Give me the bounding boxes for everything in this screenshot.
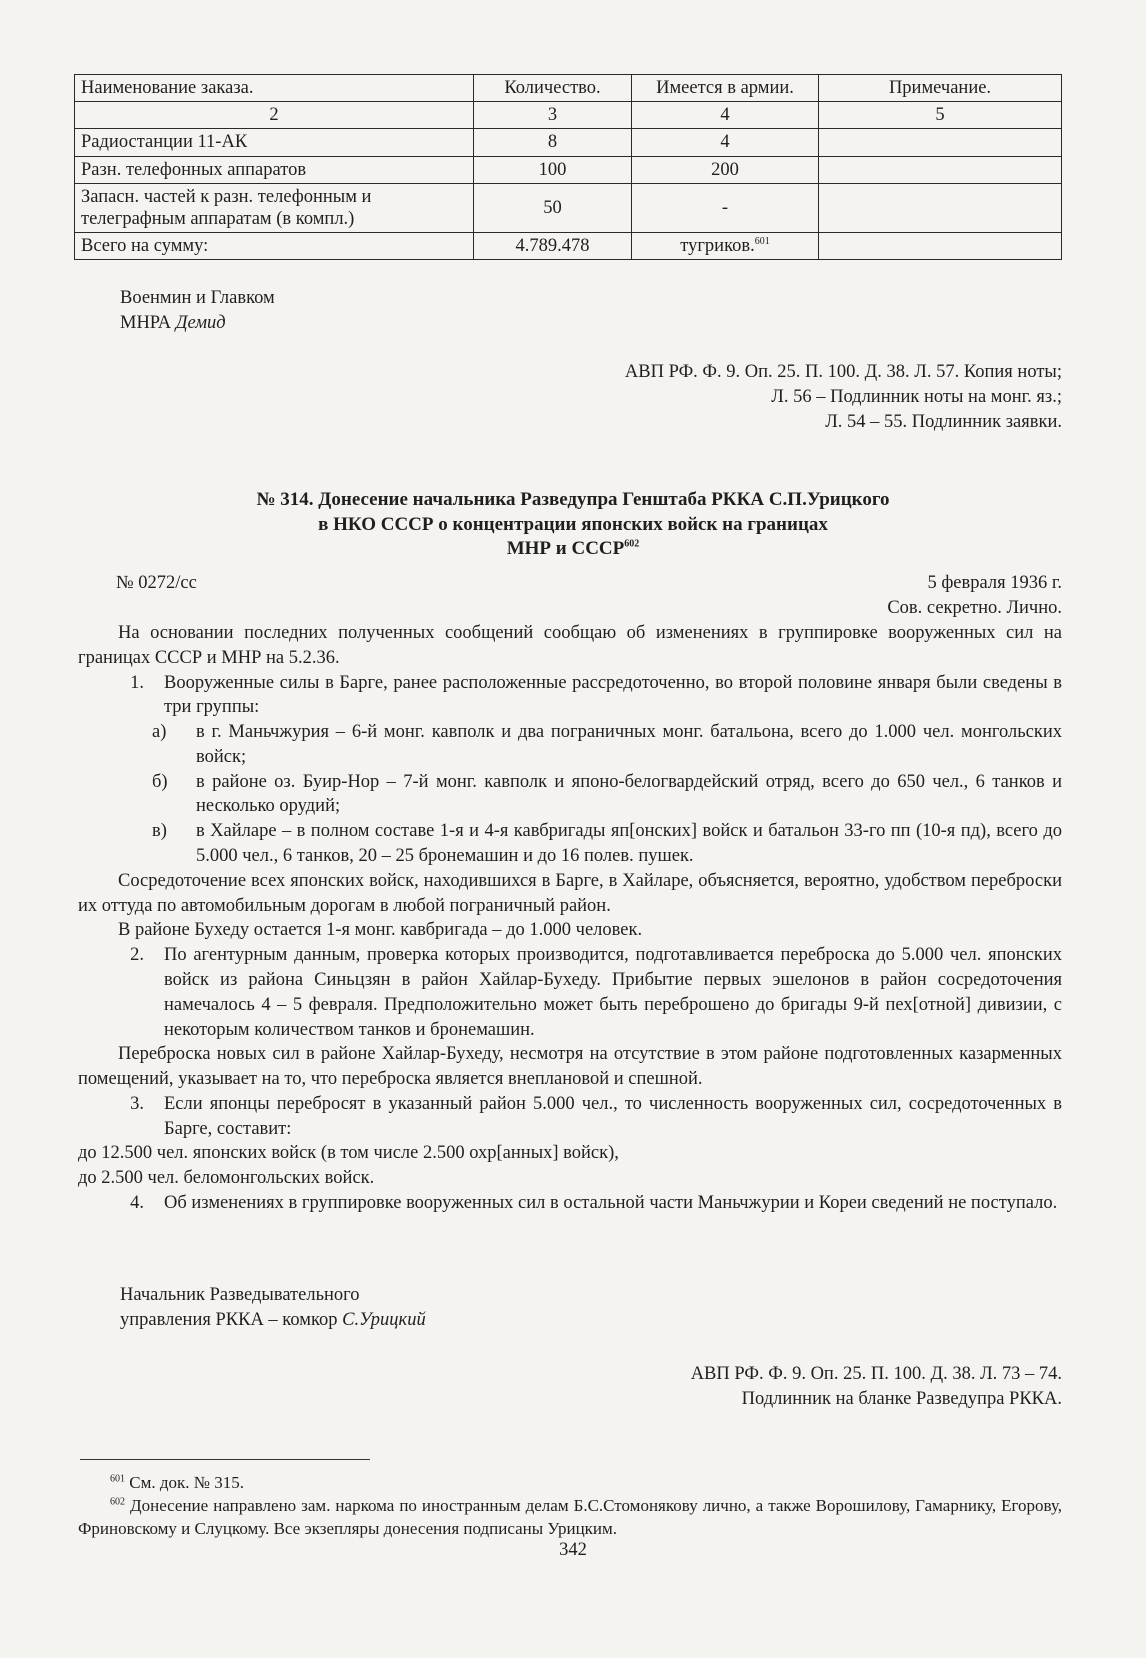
- paragraph: На основании последних полученных сообщений сообщаю об изменениях в группировке вооруженных сил на границах СССР и МНР на 5.2.36.: [78, 623, 1062, 668]
- total-currency: тугриков.: [680, 236, 755, 257]
- table-total-row: [75, 233, 1062, 260]
- archive-source-2: [691, 1362, 1062, 1412]
- sub-item-text: в г. Маньчжурия – 6-й монг. кавполк и два пограничных монг. батальона, всего до 1.000 чел. монгольских войск;: [196, 722, 1062, 767]
- footnote-text: Донесение направлено зам. наркома по иностранным делам Б.С.Стомонякову лично, а также Ворошилову, Гамарнику, Егорову, Фриновскому и Слуцкому. Все экзепляры донесения подписаны Урицким.: [78, 1495, 1062, 1538]
- total-label: Всего на сумму:: [75, 233, 474, 260]
- table-cell: Запасн. частей к разн. телефонным и телеграфным аппаратам (в компл.): [75, 183, 474, 232]
- source-line: Л. 56 – Подлинник ноты на монг. яз.;: [771, 386, 1062, 407]
- sub-item-letter: а): [152, 722, 167, 743]
- numbering-cell: 4: [632, 102, 819, 129]
- header-cell: Количество.: [474, 75, 632, 102]
- sub-item-letter: б): [152, 771, 168, 792]
- numbered-item: [78, 943, 1062, 1042]
- item-text: Вооруженные силы в Барге, ранее расположенные рассредоточенно, во второй половине января были сведены в три группы:: [164, 672, 1062, 718]
- item-number: 1.: [130, 672, 144, 693]
- document-number: № 0272/сс: [116, 573, 197, 593]
- footnote: [78, 1495, 1062, 1541]
- classification-label: Сов. секретно. Лично.: [887, 597, 1062, 618]
- paragraph: Переброска новых сил в районе Хайлар-Бухеду, несмотря на отсутствие в этом районе подготовленных казарменных помещений, указывает на то, что переброска является внеплановой и спешной.: [78, 1044, 1062, 1090]
- title-line: № 314. Донесение начальника Разведупра Генштаба РККА С.П.Урицкого: [256, 489, 890, 510]
- table-cell: [819, 156, 1062, 183]
- table-cell: 200: [632, 156, 819, 183]
- sub-item: [152, 819, 1062, 869]
- footnote: [78, 1472, 1062, 1495]
- table-row: [75, 129, 1062, 156]
- numbered-item: [78, 671, 1062, 721]
- sub-item: [152, 720, 1062, 770]
- orders-table: [74, 74, 1062, 260]
- signature-line: Военмин и Главком: [120, 288, 275, 308]
- footnote-text: См. док. № 315.: [129, 1473, 244, 1492]
- item-number: 2.: [130, 945, 144, 966]
- table-cell: 4: [632, 129, 819, 156]
- numbered-item: [78, 1092, 1062, 1142]
- footnotes: [78, 1472, 1062, 1540]
- signature-block-2: [120, 1283, 426, 1333]
- estimate-line: до 2.500 чел. беломонгольских войск.: [78, 1168, 375, 1189]
- title-line: в НКО СССР о концентрации японских войск на границах: [318, 513, 828, 535]
- signature-block-1: [120, 286, 275, 336]
- document-body: [78, 621, 1062, 1216]
- footnote-ref: 601: [754, 235, 770, 247]
- title-line: МНР и СССР: [506, 538, 625, 560]
- table-cell: [819, 129, 1062, 156]
- source-line: Подлинник на бланке Разведупра РККА.: [741, 1388, 1062, 1409]
- signature-name: Демид: [175, 312, 226, 333]
- total-currency-cell: [632, 233, 819, 260]
- header-cell: Наименование заказа.: [75, 75, 474, 102]
- footnote-ref: 602: [624, 539, 640, 551]
- table-cell: [819, 183, 1062, 232]
- numbering-cell: 3: [474, 102, 632, 129]
- table-cell: Разн. телефонных аппаратов: [75, 156, 474, 183]
- title-line-last: [150, 537, 996, 562]
- table-cell: Радиостанции 11-АК: [75, 129, 474, 156]
- footnote-marker: 602: [110, 1496, 125, 1508]
- signature-line: [120, 1308, 426, 1333]
- table-cell: 100: [474, 156, 632, 183]
- sub-item-text: в районе оз. Буир-Нор – 7-й монг. кавполк и японо-белогвардейский отряд, всего до 650 чел., 6 танков и несколько орудий;: [196, 771, 1062, 817]
- item-text: По агентурным данным, проверка которых производится, подготавливается переброска до 5.000 чел. японских войск из района Синьцзян в район Хайлар-Бухеду. Прибытие первых эшелонов в район сосредоточения намечалось 4 – 5 февраля. Предположительно может быть переброшено до бригады 9-й пех[отной] дивизии, с некоторым количеством танков и бронемашин.: [164, 945, 1062, 1040]
- sub-item: [152, 770, 1062, 820]
- document-title: [150, 488, 996, 562]
- item-number: 3.: [130, 1093, 144, 1114]
- signature-name: С.Урицкий: [342, 1309, 426, 1330]
- total-amount: 4.789.478: [474, 233, 632, 260]
- numbering-cell: 5: [819, 102, 1062, 129]
- table-cell: [819, 233, 1062, 260]
- paragraph: Сосредоточение всех японских войск, находившихся в Барге, в Хайларе, объясняется, вероятно, удобством переброски их оттуда по автомобильным дорогам в любой пограничный район.: [78, 870, 1062, 916]
- document-date: 5 февраля 1936 г.: [927, 573, 1062, 593]
- footnote-marker: 601: [110, 1473, 125, 1485]
- archive-source-1: [625, 360, 1062, 434]
- table-row: [75, 183, 1062, 232]
- sub-item-text: в Хайларе – в полном составе 1-я и 4-я кавбригады яп[онских] войск и батальон 33-го пп (10-я пд), всего до 5.000 чел., 6 танков, 20 – 25 бронемашин и до 16 полев. пушек.: [196, 821, 1062, 867]
- page-number: 342: [559, 1540, 587, 1560]
- signature-line: Начальник Разведывательного: [120, 1285, 360, 1305]
- item-text: Если японцы перебросят в указанный район 5.000 чел., то численность вооруженных сил, сосредоточенных в Барге, составит:: [164, 1093, 1062, 1139]
- signature-line: [120, 311, 275, 336]
- table-row: [75, 156, 1062, 183]
- numbered-item: [78, 1191, 1062, 1216]
- signature-prefix: МНРА: [120, 312, 172, 333]
- source-line: Л. 54 – 55. Подлинник заявки.: [825, 411, 1062, 432]
- item-text: Об изменениях в группировке вооруженных сил в остальной части Маньчжурии и Кореи сведений не поступало.: [164, 1192, 1058, 1213]
- numbering-cell: 2: [75, 102, 474, 129]
- date-block: [887, 571, 1062, 621]
- table-cell: 50: [474, 183, 632, 232]
- estimate-line: до 12.500 чел. японских войск (в том числе 2.500 охр[анных] войск),: [78, 1143, 619, 1164]
- footnote-divider: [80, 1459, 370, 1460]
- table-numbering-row: [75, 102, 1062, 129]
- source-line: АВП РФ. Ф. 9. Оп. 25. П. 100. Д. 38. Л. 57. Копия ноты;: [624, 362, 1062, 382]
- header-cell: Имеется в армии.: [632, 75, 819, 102]
- header-cell: Примечание.: [819, 75, 1062, 102]
- table-cell: -: [632, 183, 819, 232]
- table-header-row: [75, 75, 1062, 102]
- item-number: 4.: [130, 1192, 144, 1213]
- table-cell: 8: [474, 129, 632, 156]
- paragraph: В районе Бухеду остается 1-я монг. кавбригада – до 1.000 человек.: [118, 920, 643, 941]
- signature-prefix: управления РККА – комкор: [120, 1309, 338, 1330]
- source-line: АВП РФ. Ф. 9. Оп. 25. П. 100. Д. 38. Л. 73 – 74.: [690, 1364, 1062, 1384]
- sub-item-letter: в): [152, 821, 167, 842]
